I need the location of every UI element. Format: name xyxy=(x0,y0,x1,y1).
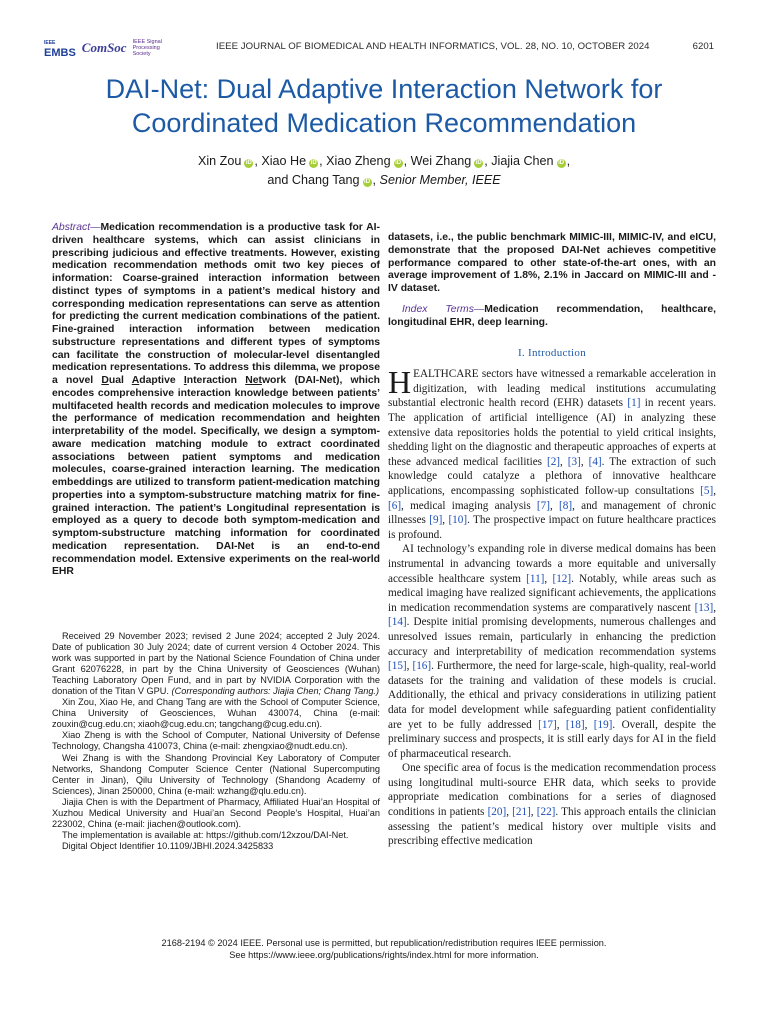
orcid-icon[interactable]: iD xyxy=(245,160,252,166)
body-text: EALTHCARE sectors have witnessed a remarkable acceleration in digitization, with leading medical institutions accumulating substantial electronic health record (EHR) datasets xyxy=(388,368,716,410)
copyright-footer xyxy=(0,938,768,961)
index-terms-text: Medication recommendation, healthcare, longitudinal EHR, deep learning. xyxy=(388,303,716,328)
citation-link[interactable]: [1] xyxy=(627,397,641,410)
footnote-received xyxy=(52,631,380,697)
acronym-letter: D xyxy=(101,375,109,386)
footnote-affiliation: Xin Zou, Xiao He, and Chang Tang are with the School of Computer Science, China University of Geosciences, Wuhan 430074, China (e-mail: zouxin@cug.edu.cn; xiaoh@cug.edu.cn; tangchang@cug.edu.cn). xyxy=(52,697,380,730)
author-name: and Chang Tang xyxy=(267,173,360,187)
citation-link[interactable]: [10] xyxy=(448,514,468,527)
citation-link[interactable]: [19] xyxy=(593,718,613,731)
body-text: . The extraction of such knowledge could catalyze a plethora of innovative healthcare applications, encompassing sophisticated follow-up consultations xyxy=(388,455,717,497)
body-text: . Furthermore, the need for large-scale, high-quality, real-world datasets for the training and validation of these models is crucial. Additionally, the ethical and privacy considerations in utilizing patient data for model development while safeguarding patient confidentiality are yet to be fully addressed xyxy=(388,660,717,731)
orcid-icon[interactable]: iD xyxy=(395,160,402,166)
drop-cap: H xyxy=(388,364,412,401)
citation-link[interactable]: [16] xyxy=(412,660,432,673)
footnotes xyxy=(52,631,380,852)
society-logos xyxy=(44,38,167,58)
copyright-line: 2168-2194 © 2024 IEEE. Personal use is permitted, but republication/redistribution requires IEEE permission. xyxy=(161,938,607,948)
orcid-icon[interactable]: iD xyxy=(558,160,565,166)
body-text: , medical imaging analysis xyxy=(401,499,537,512)
acronym-rest: work xyxy=(261,375,287,386)
body-text: in recent years. The application of artificial intelligence (AI) in analyzing these extensive data repositories holds the potential to yield critical insights, shedding light on the diagnostic and therapeutic approaches of experts at these advanced medical facilities xyxy=(388,397,716,468)
author-name: Xiao Zheng xyxy=(326,154,391,168)
citation-link[interactable]: [15] xyxy=(388,660,407,673)
footnote-affiliation: Jiajia Chen is with the Department of Pharmacy, Affiliated Huai’an Hospital of Xuzhou Medical University and Huai’an Second People’s Hospital, Huai’an 223002, China (e-mail: jiachen@outlook.com). xyxy=(52,796,380,829)
intro-paragraph-2: AI technology’s expanding role in diverse medical domains has been instrumental in advancing towards a more equitable and universally accessible healthcare system [11], [12]. Notably, while areas such as medical imaging have realized significant achievements, the applications in medication recommendation systems are comparatively nascent [13], [14]. Despite initial promising developments, numerous challenges and unresolved issues remain, particularly in enhancing the prediction accuracy and interpretability of medication recommendation systems [15], [16]. Furthermore, the need for large-scale, high-quality, real-world datasets for the training and validation of these models is crucial. Additionally, the ethical and privacy considerations in utilizing patient data for model development while safeguarding patient confidentiality are yet to be fully addressed [17], [18], [19]. Overall, despite the preliminary success and prospects, it is still early days for AI in the field of pharmaceutical research. xyxy=(388,543,717,760)
index-terms xyxy=(388,304,716,330)
body-text: . Despite initial promising developments, numerous challenges and unresolved issues remain, particularly in enhancing the prediction accuracy and interpretability of medication recommendation systems xyxy=(388,616,716,658)
embs-logo-sub: IEEE xyxy=(44,40,56,46)
citation-link[interactable]: [9] xyxy=(429,514,443,527)
section-heading: I. Introduction xyxy=(517,347,587,360)
intro-paragraph-1: HEALTHCARE sectors have witnessed a remarkable acceleration in digitization, with leading medical institutions accumulating substantial electronic health record (EHR) datasets [1] in recent years. The application of artificial intelligence (AI) in analyzing these extensive data repositories holds the potential to yield critical insights, shedding light on the diagnostic and therapeutic approaches of experts at these advanced medical facilities [2], [3], [4]. The extraction of such knowledge could catalyze a plethora of innovative healthcare applications, encompassing sophisticated follow-up consultations [5], [6], medical imaging analysis [7], [8], and management of chronic illnesses [9], [10]. The prospective impact on future healthcare practices is profound. xyxy=(388,364,717,541)
citation-link[interactable]: [18] xyxy=(565,718,585,731)
body-text: . Notably, while areas such as medical imaging have realized significant achievements, the applications in medication recommendation systems are comparatively nascent xyxy=(388,572,716,614)
author-name: Xin Zou xyxy=(197,154,242,168)
citation-link[interactable]: [4] xyxy=(588,455,602,468)
signal-processing-logo: IEEE Signal Processing Society xyxy=(132,39,162,57)
author-name: Wei Zhang xyxy=(410,154,472,168)
author-name: Jiajia Chen xyxy=(491,154,554,168)
citation-link[interactable]: [14] xyxy=(388,616,407,629)
body-text: . This approach entails the clinician assessing the patient’s medical history over multiple visits and prescribing effective medication xyxy=(388,806,717,848)
body-text: , and management of chronic illnesses xyxy=(388,499,716,527)
footnote-corresponding: (Corresponding authors: Jiajia Chen; Chang Tang.) xyxy=(171,686,380,697)
acronym-letter: A xyxy=(131,375,140,386)
citation-link[interactable]: [22] xyxy=(536,806,556,819)
abstract xyxy=(52,222,380,579)
running-head: IEEE JOURNAL OF BIOMEDICAL AND HEALTH INFORMATICS, VOL. 28, NO. 10, OCTOBER 2024 xyxy=(216,41,650,52)
citation-link[interactable]: [5] xyxy=(700,485,714,497)
comsoc-logo: ComSoc xyxy=(81,40,127,55)
page-number: 6201 xyxy=(692,41,714,52)
orcid-icon[interactable]: iD xyxy=(364,179,371,185)
citation-link[interactable]: [13] xyxy=(694,601,714,614)
author-list: Xin Zou iD , Xiao He iD , Xiao Zheng iD , Wei Zhang iD , Jiajia Chen iD , and Chang Tang iD , Senior Member, IEEE xyxy=(197,154,571,187)
citation-link[interactable]: [8] xyxy=(559,499,573,512)
citation-link[interactable]: [20] xyxy=(487,806,507,819)
citation-link[interactable]: [17] xyxy=(538,718,557,731)
embs-logo-text: EMBS xyxy=(44,47,76,59)
citation-link[interactable]: [21] xyxy=(512,806,531,819)
author-name: Xiao He xyxy=(261,154,307,168)
citation-link[interactable]: [2] xyxy=(546,455,561,468)
body-text: One specific area of focus is the medication recommendation process using longitudinal multi-source EHR data, which seeks to provide appropriate medication combinations for a series of diagnosed conditions in patients xyxy=(388,762,716,819)
footnote-implementation[interactable]: The implementation is available at: https://github.com/12xzou/DAI-Net. xyxy=(62,829,349,840)
orcid-icon[interactable]: iD xyxy=(310,160,317,166)
citation-link[interactable]: [12] xyxy=(552,572,572,585)
rights-line[interactable]: See https://www.ieee.org/publications/rights/index.html for more information. xyxy=(229,949,539,960)
citation-link[interactable]: [3] xyxy=(567,455,581,468)
citation-link[interactable]: [7] xyxy=(536,499,550,512)
left-column xyxy=(52,222,380,579)
paper-title: DAI-Net: Dual Adaptive Interaction Network for Coordinated Medication Recommendation xyxy=(105,74,663,138)
acronym-letter: I xyxy=(183,375,187,386)
index-terms-label: Index Terms— xyxy=(402,303,485,315)
abstract-text: (DAI-Net), which encodes comprehensive interaction knowledge between patients’ multifaceted health records and medication molecules to improve the performance of medication recommendation and heighten interpretability of the model. Specifically, we design a symptom-aware medication matching module to extract coordinated associations between patient symptoms and medication molecules, coarse-grained interaction learning. The medication embeddings are utilized to transform patient-medication matching properties into a symptom-substructure matching matrix for fine-grained interaction. The patient’s Longitudinal representation is employed as a query to decode both symptom-medication and symptom-substructure matching information for coordinated medication representation. DAI-Net is an end-to-end recommendation model. Extensive experiments on the real-world EHR xyxy=(52,375,381,578)
author-role: Senior Member, IEEE xyxy=(379,173,501,187)
embs-logo xyxy=(44,38,76,58)
footnote-received-text: Received 29 November 2023; revised 2 June 2024; accepted 2 July 2024. Date of publication 30 July 2024; date of current version 4 October 2024. This work was supported in part by the National Science Foundation of China under Grant 62076228, in part by the China University of Geosciences (Wuhan) Teaching Laboratory Open Fund, and in part by NVIDIA Corporation with the donation of the Titan V GPU. xyxy=(52,631,380,697)
citation-link[interactable]: [11] xyxy=(526,572,545,585)
doi[interactable]: Digital Object Identifier 10.1109/JBHI.2024.3425833 xyxy=(62,840,274,851)
acronym-letter: Net xyxy=(245,375,262,386)
body-text: . The prospective impact on future healthcare practices is profound. xyxy=(388,514,717,541)
footnote-affiliation: Xiao Zheng is with the School of Computer, National University of Defense Technology, Changsha 410073, China (e-mail: zhengxiao@nudt.edu.cn). xyxy=(52,730,380,752)
intro-paragraph-3: One specific area of focus is the medication recommendation process using longitudinal multi-source EHR data, which seeks to provide appropriate medication combinations for a series of diagnosed conditions in patients [20], [21], [22]. This approach entails the clinician assessing the patient’s medical history over multiple visits and prescribing effective medication xyxy=(388,762,717,848)
acronym-rest: daptive xyxy=(139,375,184,386)
acronym-rest: ual xyxy=(108,375,132,386)
abstract-text: Medication recommendation is a productive task for AI-driven healthcare systems, which can assist clinicians in prescribing judicious and effective treatments. However, existing medication recommendation methods omit two key pieces of information: Coarse-grained interaction information between distinct types of symptoms in a patient’s medical history and corresponding medication representations can serve as attention for predicting the current medication combinations of the patient. Fine-grained interaction information between medication substructure representations and different types of symptoms can facilitate the construction of molecular-level disentangled medication representations. To address this dilemma, we propose a novel xyxy=(52,222,380,386)
abstract-label: Abstract— xyxy=(52,222,101,233)
body-text: AI technology’s expanding role in diverse medical domains has been instrumental in advancing towards a more equitable and universally accessible healthcare system xyxy=(388,543,716,585)
right-column xyxy=(388,232,716,849)
abstract-continuation: datasets, i.e., the public benchmark MIMIC-III, MIMIC-IV, and eICU, demonstrate that the proposed DAI-Net achieves competitive performance compared to other state-of-the-art ones, with an average improvement of 1.8%, 2.1% in Jaccard on MIMIC-III and -IV dataset. xyxy=(388,232,716,294)
body-text: . Overall, despite the preliminary success and prospects, it is still early days for AI in the field of pharmaceutical research. xyxy=(388,718,717,760)
footnote-affiliation: Wei Zhang is with the Shandong Provincial Key Laboratory of Computer Networks, Shandong Computer Science Center (National Supercomputing Center in Jinan), Qilu University of Technology (Shandong Academy of Sciences), Jinan 250000, China (e-mail: wzhang@qlu.edu.cn). xyxy=(52,752,380,796)
orcid-icon[interactable]: iD xyxy=(475,160,482,166)
acronym-rest: nteraction xyxy=(186,375,246,386)
citation-link[interactable]: [6] xyxy=(388,499,402,512)
